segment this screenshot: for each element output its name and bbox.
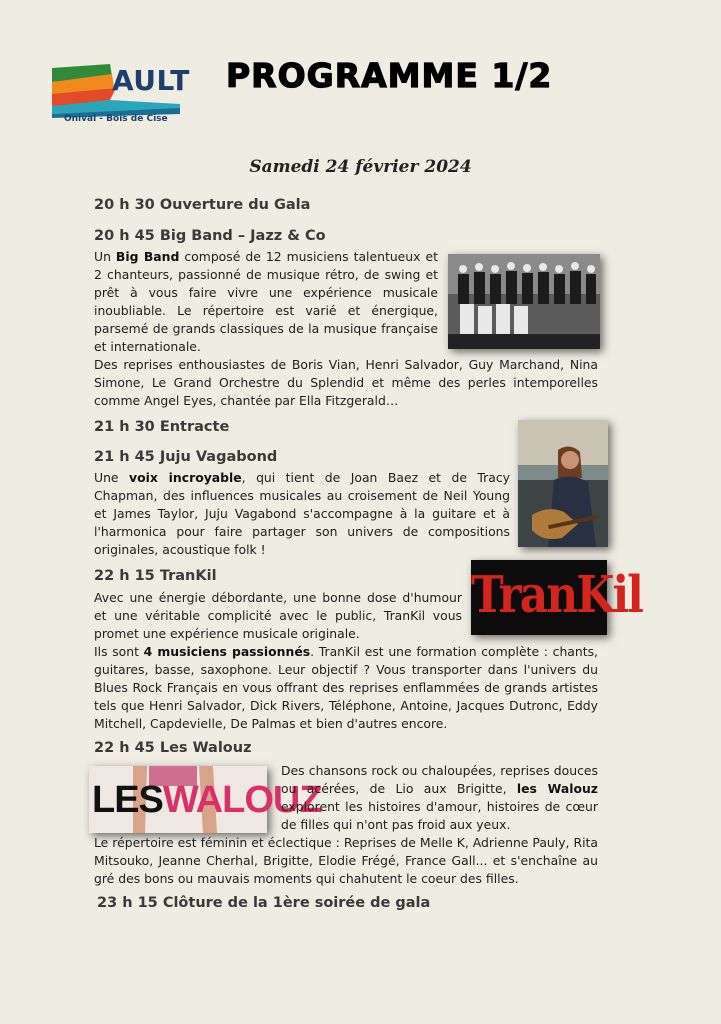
heading-trankil: 22 h 15 TranKil	[94, 568, 217, 584]
walouz-logo-name: WALOUZ	[162, 779, 322, 821]
event-date: Samedi 24 février 2024	[249, 157, 472, 177]
juju-photo	[518, 420, 608, 547]
heading-cloture: 23 h 15 Clôture de la 1ère soirée de gala	[97, 895, 431, 911]
walouz-logo-les: LES	[92, 779, 163, 821]
logo-name: AULT	[112, 64, 190, 97]
juju-description: Une voix incroyable, qui tient de Joan Baez et de Tracy Chapman, des influences musicales au croisement de Neil Young et James Taylor, Juju Vagabond s'accompagne à la guitare et à l'harmonica pour faire partager son univers de compositions originales, acoustique folk !	[94, 470, 511, 557]
bigband-description: Un Big Band composé de 12 musiciens talentueux et 2 chanteurs, passionné de musique rétro, de swing et prêt à vous faire vivre une expérience musicale inoubliable. Le répertoire est varié et énergique, parsemé de grands classiques de la musique française et internationale.	[94, 249, 438, 354]
trankil-intro: Avec une énergie débordante, une bonne dose d'humour et une véritable complicité avec le public, TranKil vous promet une expérience musicale originale.	[94, 590, 462, 641]
heading-ouverture: 20 h 30 Ouverture du Gala	[94, 197, 311, 213]
logo-subtitle: Onival - Bois de Cise	[64, 114, 168, 124]
walouz-logo	[89, 766, 322, 833]
trankil-logo-text: TranKil	[471, 566, 642, 625]
trankil-description: Ils sont 4 musiciens passionnés. TranKil est une formation complète : chants, guitares, basse, saxophone. Leur objectif ? Vous transporter dans l'univers du Blues Rock Français en vous offrant des reprises enflammées de grands artistes tels que Henri Salvador, Dick Rivers, Téléphone, Antoine, Jacques Dutronc, Eddy Mitchell, Capdevielle, De Palmas et bien d'autres encore.	[94, 644, 598, 731]
heading-entracte: 21 h 30 Entracte	[94, 419, 230, 435]
heading-walouz: 22 h 45 Les Walouz	[94, 740, 252, 756]
walouz-intro: Des chansons rock ou chaloupées, reprises douces ou acérées, de Lio aux Brigitte, les Walouz explorent les histoires d'amour, histoires de cœur de filles qui n'ont pas froid aux yeux.	[281, 763, 599, 832]
heading-bigband: 20 h 45 Big Band – Jazz & Co	[94, 228, 326, 244]
bigband-repertoire: Des reprises enthousiastes de Boris Vian, Henri Salvador, Guy Marchand, Nina Simone, Le Grand Orchestre du Splendid et même des perles intemporelles comme Angel Eyes, chantée par Ella Fitzgerald…	[94, 357, 598, 408]
heading-juju: 21 h 45 Juju Vagabond	[94, 449, 278, 465]
bigband-photo	[448, 254, 600, 349]
walouz-repertoire: Le répertoire est féminin et éclectique : Reprises de Melle K, Adrienne Pauly, Rita Mitsouko, Jeanne Cherhal, Brigitte, Elodie Frégé, France Gall... et s'enchaîne au gré des bons ou mauvais moments qui chahutent le coeur des filles.	[94, 835, 598, 886]
page-title: PROGRAMME 1/2	[226, 56, 553, 95]
trankil-logo	[471, 560, 642, 635]
